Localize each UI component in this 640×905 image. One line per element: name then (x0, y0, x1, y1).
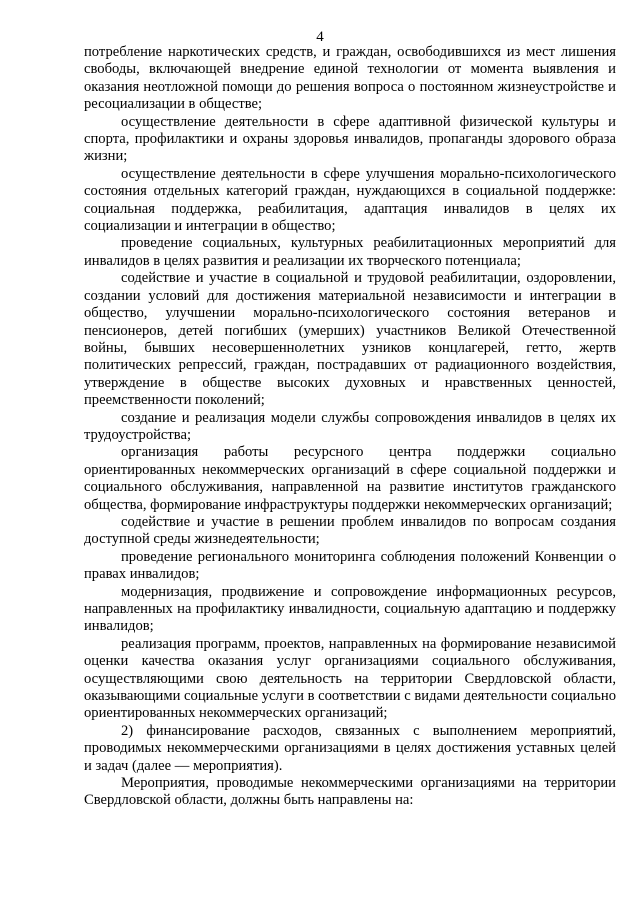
paragraph: Мероприятия, проводимые некоммерческими организациями на территории Свердловской области, должны быть направлены на: (84, 775, 616, 809)
paragraph: проведение социальных, культурных реабилитационных мероприятий для инвалидов в целях развития и реализации их творческого потенциала; (84, 235, 616, 269)
paragraph: осуществление деятельности в сфере адаптивной физической культуры и спорта, профилактики и охраны здоровья инвалидов, пропаганды здорового образа жизни; (84, 113, 616, 165)
paragraph: содействие и участие в социальной и трудовой реабилитации, оздоровлении, создании условий для достижения материальной независимости и интеграции в общество, улучшении морально-психологического состояния ветеранов и пенсионеров, детей погибших (умерших) участников Великой Отечественной войны, бывших несовершеннолетних узников концлагерей, гетто, жертв политических репрессий, граждан, пострадавших от радиационного воздействия, утверждение в обществе высоких духовных и нравственных ценностей, преемственности поколений; (84, 270, 616, 409)
paragraph: создание и реализация модели службы сопровождения инвалидов в целях их трудоустройства; (84, 409, 616, 443)
paragraph: 2) финансирование расходов, связанных с выполнением мероприятий, проводимых некоммерческими организациями в целях достижения уставных целей и задач (далее — мероприятия). (84, 722, 616, 774)
page-number: 4 (316, 29, 324, 45)
paragraph: модернизация, продвижение и сопровождение информационных ресурсов, направленных на профилактику инвалидности, социальную адаптацию и поддержку инвалидов; (84, 583, 616, 635)
paragraph: потребление наркотических средств, и граждан, освободившихся из мест лишения свободы, включающей внедрение единой технологии от момента выявления и оказания неотложной помощи до решения вопроса о постоянном жизнеустройстве и ресоциализации в обществе; (84, 44, 616, 113)
paragraph: реализация программ, проектов, направленных на формирование независимой оценки качества оказания услуг организациями социального обслуживания, осуществляющими свою деятельность на территории Свердловской области, оказывающими социальные услуги в соответствии с видами деятельности социально ориентированных некоммерческих организаций; (84, 635, 616, 722)
paragraph: проведение регионального мониторинга соблюдения положений Конвенции о правах инвалидов; (84, 548, 616, 583)
paragraph: содействие и участие в решении проблем инвалидов по вопросам создания доступной среды жизнедеятельности; (84, 513, 616, 548)
paragraph: осуществление деятельности в сфере улучшения морально-психологического состояния отдельных категорий граждан, нуждающихся в социальной поддержке: социальная поддержка, реабилитация, адаптация инвалидов в целях их социализации и интеграции в общество; (84, 165, 616, 235)
document-body (84, 44, 616, 810)
paragraph: организация работы ресурсного центра поддержки социально ориентированных некоммерческих организаций в сфере социальной поддержки и социального обслуживания, направленной на развитие институтов гражданского общества, формирование инфраструктуры поддержки некоммерческих организаций; (84, 444, 616, 513)
